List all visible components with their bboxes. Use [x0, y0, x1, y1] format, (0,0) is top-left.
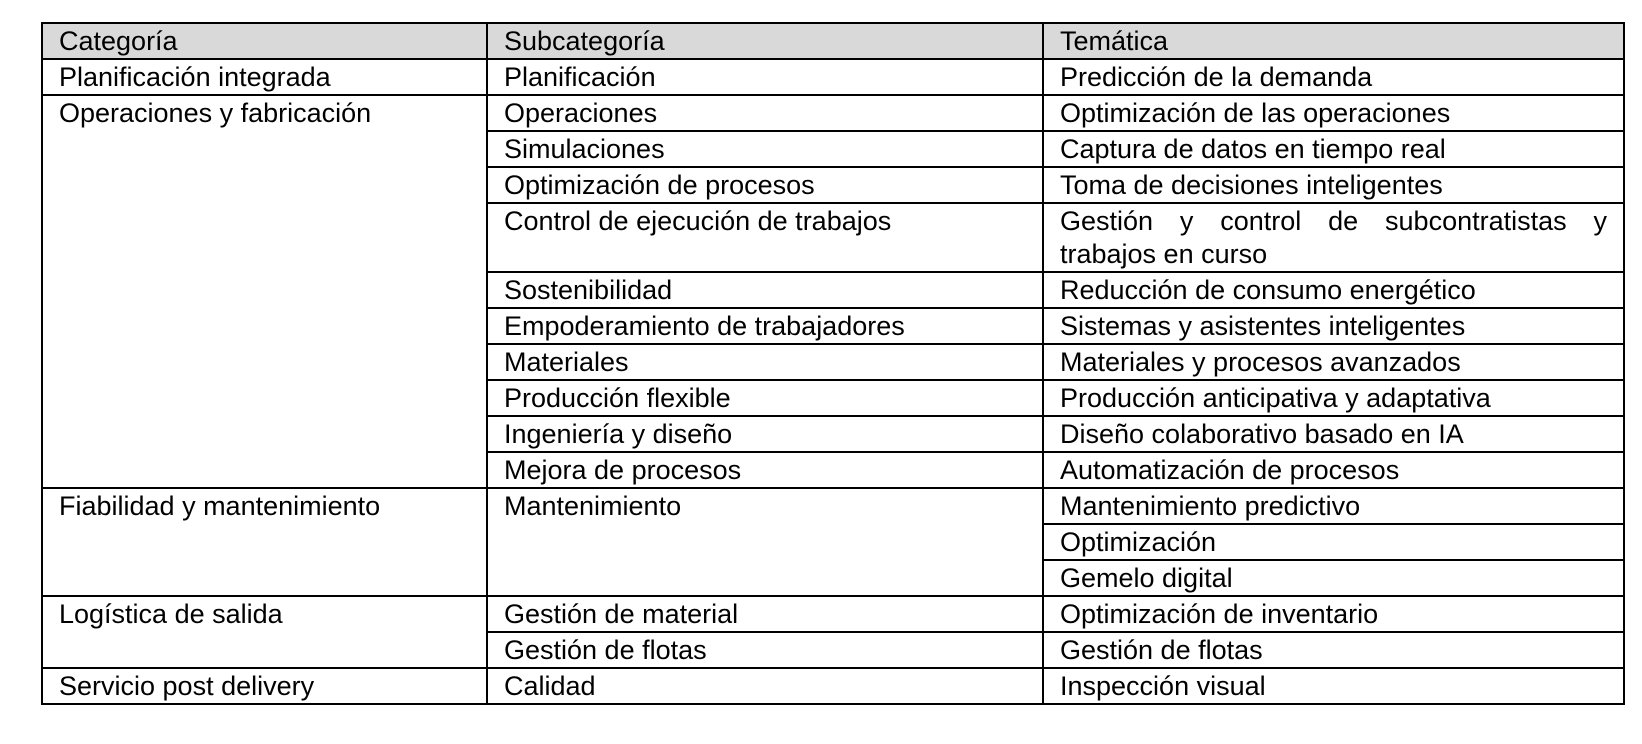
category-cell: Servicio post delivery	[42, 668, 487, 704]
topic-cell: Predicción de la demanda	[1043, 59, 1624, 95]
subcategory-cell: Operaciones	[487, 95, 1043, 131]
topic-cell: Gestión de flotas	[1043, 632, 1624, 668]
table-row	[42, 596, 1624, 632]
topic-cell: Gestión y control de subcontratistas y trabajos en curso	[1043, 203, 1624, 272]
subcategory-cell: Control de ejecución de trabajos	[487, 203, 1043, 272]
table-row	[42, 488, 1624, 524]
subcategory-cell: Gestión de flotas	[487, 632, 1043, 668]
topic-cell: Diseño colaborativo basado en IA	[1043, 416, 1624, 452]
header-tematica: Temática	[1043, 23, 1624, 59]
subcategory-cell: Planificación	[487, 59, 1043, 95]
table-row	[42, 668, 1624, 704]
topic-cell: Automatización de procesos	[1043, 452, 1624, 488]
category-cell: Fiabilidad y mantenimiento	[42, 488, 487, 596]
topic-cell: Gemelo digital	[1043, 560, 1624, 596]
topic-cell: Mantenimiento predictivo	[1043, 488, 1624, 524]
category-cell: Operaciones y fabricación	[42, 95, 487, 488]
subcategory-cell: Gestión de material	[487, 596, 1043, 632]
subcategory-cell: Sostenibilidad	[487, 272, 1043, 308]
topic-cell: Reducción de consumo energético	[1043, 272, 1624, 308]
table-row	[42, 59, 1624, 95]
topic-cell: Optimización de las operaciones	[1043, 95, 1624, 131]
subcategory-cell: Producción flexible	[487, 380, 1043, 416]
subcategory-cell: Empoderamiento de trabajadores	[487, 308, 1043, 344]
category-cell: Logística de salida	[42, 596, 487, 668]
table-row	[42, 95, 1624, 131]
subcategory-cell: Optimización de procesos	[487, 167, 1043, 203]
subcategory-cell: Calidad	[487, 668, 1043, 704]
topic-cell: Captura de datos en tiempo real	[1043, 131, 1624, 167]
topic-cell: Sistemas y asistentes inteligentes	[1043, 308, 1624, 344]
subcategory-cell: Materiales	[487, 344, 1043, 380]
topic-cell: Materiales y procesos avanzados	[1043, 344, 1624, 380]
header-row	[42, 23, 1624, 59]
topic-cell: Toma de decisiones inteligentes	[1043, 167, 1624, 203]
header-subcategoria: Subcategoría	[487, 23, 1043, 59]
topic-cell: Inspección visual	[1043, 668, 1624, 704]
topic-cell: Optimización	[1043, 524, 1624, 560]
category-cell: Planificación integrada	[42, 59, 487, 95]
subcategory-cell: Simulaciones	[487, 131, 1043, 167]
topic-cell: Producción anticipativa y adaptativa	[1043, 380, 1624, 416]
topic-cell: Optimización de inventario	[1043, 596, 1624, 632]
subcategory-cell: Mejora de procesos	[487, 452, 1043, 488]
subcategory-cell: Ingeniería y diseño	[487, 416, 1043, 452]
header-categoria: Categoría	[42, 23, 487, 59]
category-table	[41, 22, 1625, 705]
subcategory-cell: Mantenimiento	[487, 488, 1043, 596]
